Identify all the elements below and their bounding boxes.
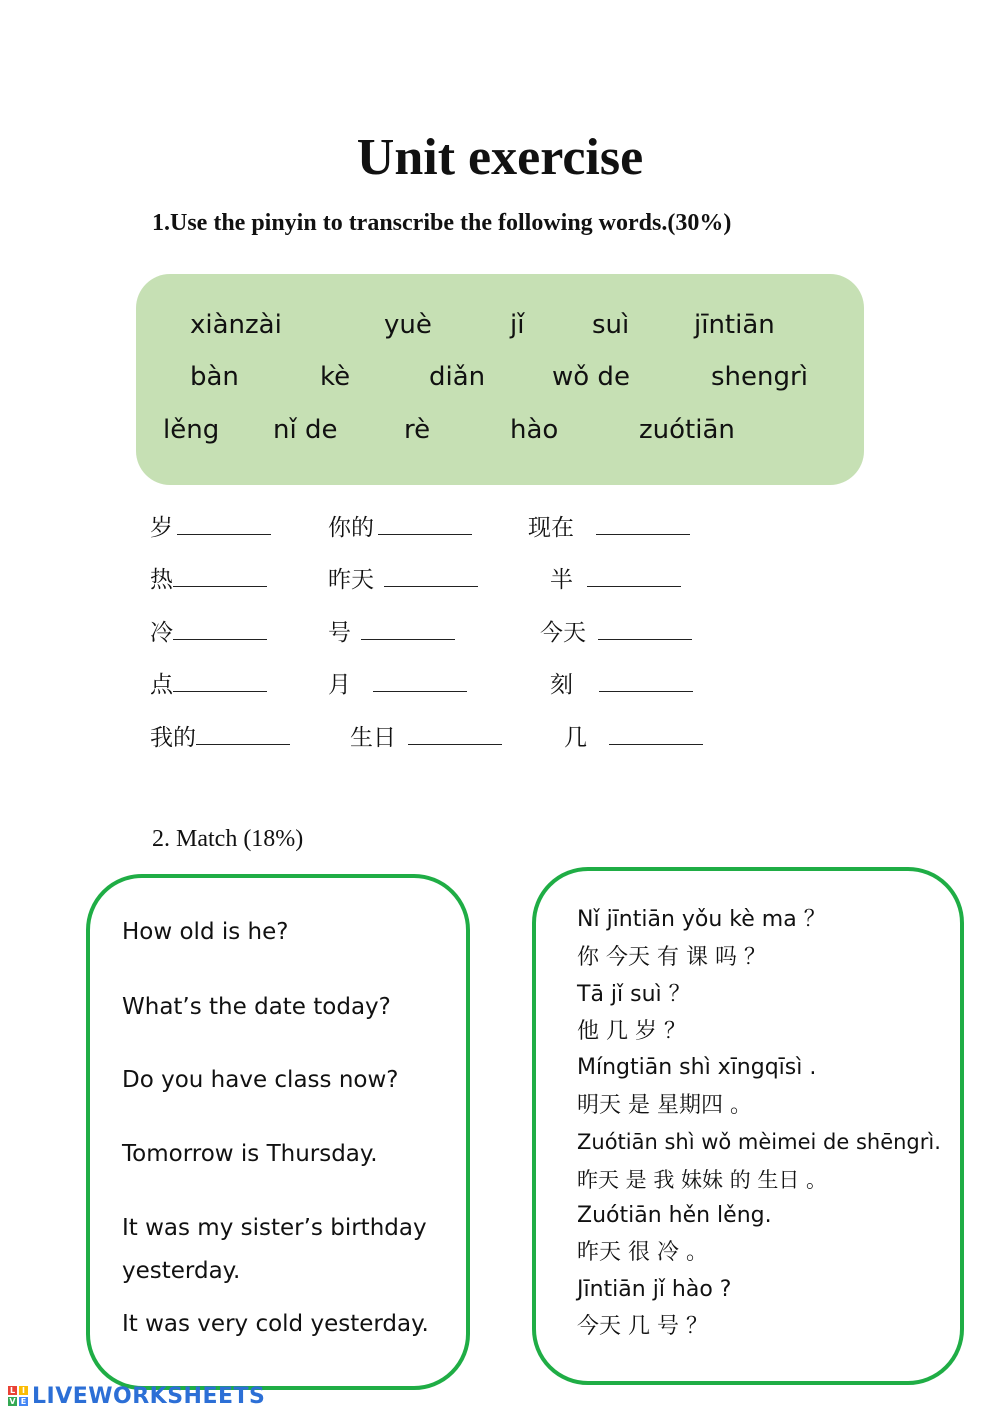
word-entry <box>550 566 681 594</box>
english-sentence[interactable]: How old is he? <box>122 919 289 945</box>
word-chinese: 生日 <box>350 725 396 751</box>
pinyin-item: zuótiān <box>639 415 735 445</box>
word-entry <box>528 514 690 542</box>
word-entry <box>328 671 467 699</box>
word-chinese: 现在 <box>528 515 574 541</box>
pinyin-item: yuè <box>384 310 432 340</box>
chinese-sentence-pinyin[interactable]: Tā jǐ suì ？ <box>577 982 691 1007</box>
answer-blank[interactable] <box>196 724 290 745</box>
pinyin-item: bàn <box>190 362 239 392</box>
word-entry <box>328 566 478 594</box>
pinyin-item: xiànzài <box>190 310 282 340</box>
word-entry <box>150 671 267 699</box>
word-chinese: 半 <box>550 567 573 593</box>
word-chinese: 热 <box>150 567 173 593</box>
logo-text: LIVEWORKSHEETS <box>32 1383 266 1409</box>
logo-mark-letter: V <box>9 1397 16 1406</box>
word-chinese: 几 <box>564 725 587 751</box>
answer-blank[interactable] <box>173 619 267 640</box>
chinese-sentence-pinyin[interactable]: Zuótiān hěn lěng. <box>577 1203 772 1228</box>
chinese-sentence-pinyin[interactable]: Zuótiān shì wǒ mèimei de shēngrì. <box>577 1130 941 1154</box>
section-1-heading: 1.Use the pinyin to transcribe the following words.(30%) <box>152 210 732 236</box>
word-chinese: 我的 <box>150 725 196 751</box>
word-entry <box>150 566 267 594</box>
pinyin-item: hào <box>510 415 559 445</box>
answer-blank[interactable] <box>373 671 467 692</box>
word-entry <box>540 619 692 647</box>
chinese-sentence-pinyin[interactable]: Nǐ jīntiān yǒu kè ma ？ <box>577 907 826 932</box>
logo-mark-letter: E <box>20 1397 27 1406</box>
logo-mark-letter: I <box>19 1386 28 1395</box>
pinyin-item: nǐ de <box>273 415 338 445</box>
english-sentence-continued: yesterday. <box>122 1258 241 1284</box>
answer-blank[interactable] <box>598 619 692 640</box>
answer-blank[interactable] <box>596 514 690 535</box>
liveworksheets-logo[interactable] <box>8 1383 265 1409</box>
answer-blank[interactable] <box>599 671 693 692</box>
chinese-sentence-hanzi: 今天 几 号 ？ <box>577 1314 708 1339</box>
pinyin-item: shengrì <box>711 362 808 392</box>
chinese-sentence-hanzi: 昨天 是 我 妹妹 的 生日 。 <box>577 1168 828 1192</box>
answer-blank[interactable] <box>361 619 455 640</box>
chinese-sentence-hanzi: 昨天 很 冷 。 <box>577 1240 708 1265</box>
word-chinese: 号 <box>328 620 351 646</box>
pinyin-item: lěng <box>163 415 220 445</box>
chinese-sentence-hanzi: 你 今天 有 课 吗 ？ <box>577 945 766 970</box>
word-entry <box>150 724 290 752</box>
word-chinese: 冷 <box>150 620 173 646</box>
answer-blank[interactable] <box>587 566 681 587</box>
answer-blank[interactable] <box>408 724 502 745</box>
chinese-sentence-pinyin[interactable]: Jīntiān jǐ hào ? <box>577 1277 732 1302</box>
pinyin-item: wǒ de <box>552 362 630 392</box>
word-entry <box>550 671 693 699</box>
word-entry <box>350 724 502 752</box>
answer-blank[interactable] <box>378 514 472 535</box>
answer-blank[interactable] <box>384 566 478 587</box>
word-chinese: 昨天 <box>328 567 374 593</box>
chinese-sentence-hanzi: 明天 是 星期四 。 <box>577 1093 752 1118</box>
pinyin-item: kè <box>320 362 351 392</box>
answer-blank[interactable] <box>173 671 267 692</box>
english-sentence[interactable]: Tomorrow is Thursday. <box>122 1141 378 1167</box>
pinyin-item: diǎn <box>429 362 486 392</box>
pinyin-item: jīntiān <box>694 310 775 340</box>
word-chinese: 点 <box>150 672 173 698</box>
word-entry <box>328 619 455 647</box>
pinyin-item: jǐ <box>510 310 525 340</box>
word-entry <box>150 619 267 647</box>
pinyin-item: rè <box>404 415 431 445</box>
word-chinese: 月 <box>328 672 351 698</box>
page-title: Unit exercise <box>356 129 644 186</box>
word-entry <box>328 514 472 542</box>
chinese-sentence-hanzi: 他 几 岁 ？ <box>577 1019 686 1044</box>
word-chinese: 你的 <box>328 515 374 541</box>
word-chinese: 刻 <box>550 672 573 698</box>
logo-mark-icon <box>8 1386 28 1406</box>
english-sentence[interactable]: It was very cold yesterday. <box>122 1311 429 1337</box>
word-entry <box>564 724 703 752</box>
english-sentence[interactable]: It was my sister’s birthday <box>122 1215 427 1241</box>
word-chinese: 今天 <box>540 620 586 646</box>
word-entry <box>150 514 271 542</box>
answer-blank[interactable] <box>609 724 703 745</box>
english-sentence[interactable]: Do you have class now? <box>122 1067 399 1093</box>
word-chinese: 岁 <box>150 515 173 541</box>
answer-blank[interactable] <box>173 566 267 587</box>
chinese-sentence-pinyin[interactable]: Míngtiān shì xīngqīsì . <box>577 1055 817 1080</box>
answer-blank[interactable] <box>177 514 271 535</box>
pinyin-item: suì <box>592 310 630 340</box>
logo-mark-letter: L <box>9 1386 16 1395</box>
section-2-heading: 2. Match (18%) <box>152 826 304 852</box>
english-sentence[interactable]: What’s the date today? <box>122 994 391 1020</box>
pinyin-word-bank <box>136 274 864 485</box>
